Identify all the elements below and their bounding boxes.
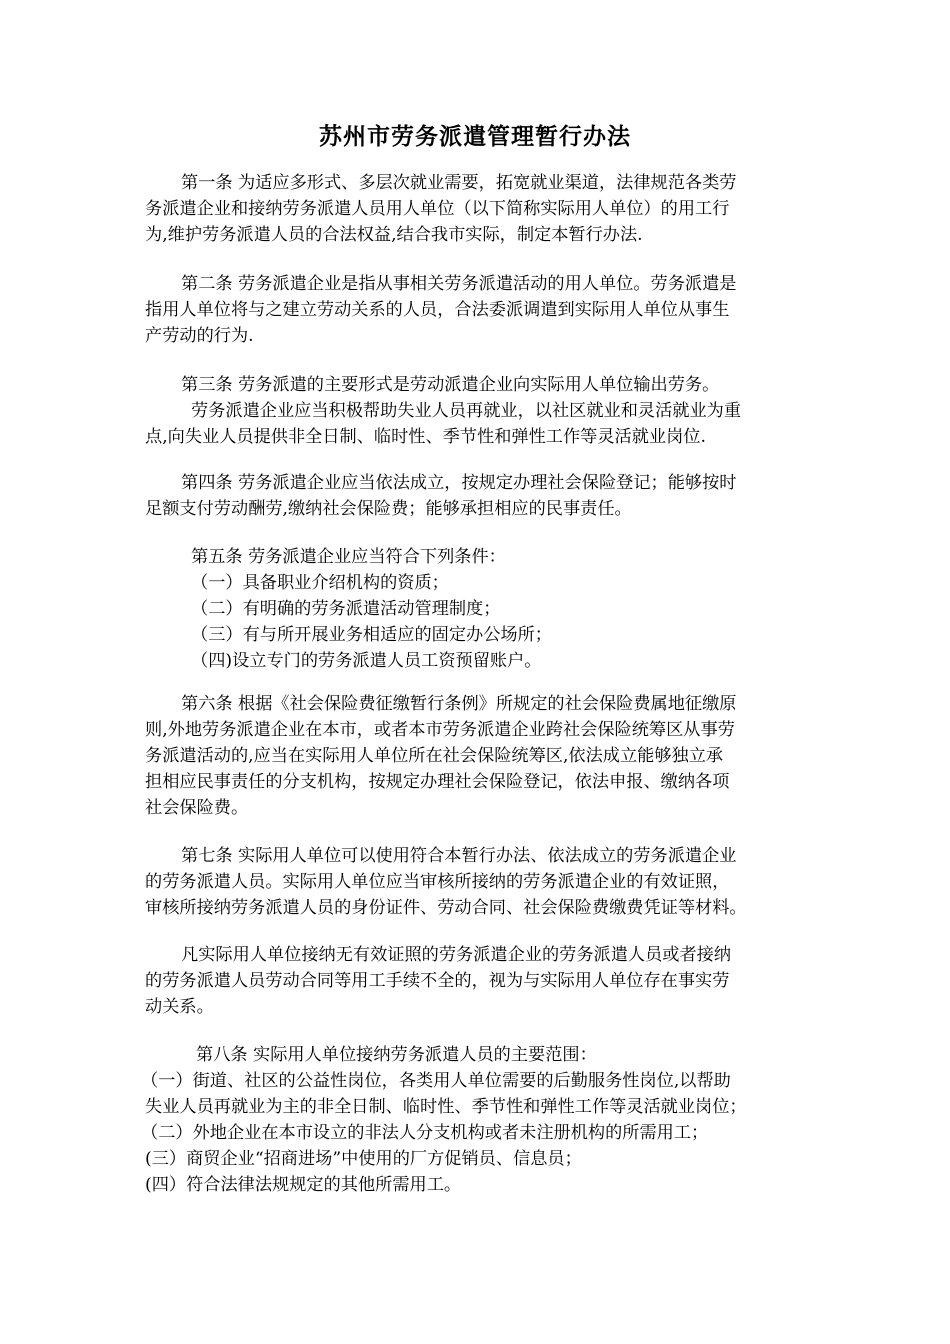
article-list-item: （二）外地企业在本市设立的非法人分支机构或者未注册机构的所需用工； (141, 1123, 709, 1143)
article-line: 第二条 劳务派遣企业是指从事相关劳务派遣活动的用人单位。劳务派遣是 (181, 274, 737, 294)
article-line: 的劳务派遣人员劳动合同等用工手续不全的，视为与实际用人单位存在事实劳 (145, 971, 730, 991)
article-line: 第七条 实际用人单位可以使用符合本暂行办法、依法成立的劳务派遣企业 (181, 846, 737, 866)
article-line: 第一条 为适应多形式、多层次就业需要，拓宽就业渠道，法律规范各类劳 (181, 173, 737, 193)
article-7 (145, 843, 815, 921)
article-line: 的劳务派遣人员。实际用人单位应当审核所接纳的劳务派遣企业的有效证照， (145, 872, 730, 892)
article-list-item: （二）有明确的劳务派遣活动管理制度； (191, 599, 501, 619)
article-list-item: （四)设立专门的劳务派遣人员工资预留账户。 (191, 651, 542, 671)
article-line: 社会保险费。 (145, 798, 249, 818)
article-line: 第四条 劳务派遣企业应当依法成立，按规定办理社会保险登记；能够按时 (181, 473, 737, 493)
article-line: 审核所接纳劳务派遣人员的身份证件、劳动合同、社会保险费缴费凭证等材料。 (145, 898, 747, 918)
article-line: 担相应民事责任的分支机构，按规定办理社会保险登记，依法申报、缴纳各项 (145, 772, 730, 792)
article-6 (145, 691, 815, 821)
article-line: 指用人单位将与之建立劳动关系的人员，合法委派调遣到实际用人单位从事生 (145, 300, 730, 320)
article-line: 第五条 劳务派遣企业应当符合下列条件： (191, 547, 506, 567)
article-8 (141, 1042, 815, 1198)
article-line: 第六条 根据《社会保险费征缴暂行条例》所规定的社会保险费属地征缴原 (181, 694, 737, 714)
article-line: 点,向失业人员提供非全日制、临时性、季节性和弹性工作等灵活就业岗位. (145, 427, 706, 447)
article-5 (145, 544, 815, 674)
article-line: 动关系。 (145, 997, 214, 1017)
article-list-item: (四）符合法律法规规定的其他所需用工。 (145, 1175, 462, 1195)
article-line: 务派遣活动的,应当在实际用人单位所在社会保险统筹区,依法成立能够独立承 (145, 746, 724, 766)
article-line: 务派遣企业和接纳劳务派遣人员用人单位（以下简称实际用人单位）的用工行 (145, 199, 730, 219)
article-list-item: (三）商贸企业“招商进场”中使用的厂方促销员、信息员； (145, 1149, 582, 1169)
article-list-item: （一）街道、社区的公益性岗位，各类用人单位需要的后勤服务性岗位,以帮助 (141, 1071, 731, 1091)
article-line: 足额支付劳动酬劳,缴纳社会保险费；能够承担相应的民事责任。 (145, 499, 632, 519)
article-1 (145, 170, 815, 248)
article-line: 劳务派遣企业应当积极帮助失业人员再就业，以社区就业和灵活就业为重 (191, 401, 742, 421)
article-line: 第三条 劳务派遣的主要形式是劳动派遣企业向实际用人单位输出劳务。 (181, 375, 720, 395)
article-list-item: 失业人员再就业为主的非全日制、临时性、季节性和弹性工作等灵活就业岗位； (145, 1097, 747, 1117)
article-2 (145, 271, 815, 349)
document-title: 苏州市劳务派遣管理暂行办法 (319, 124, 631, 150)
article-3 (145, 372, 815, 450)
article-line: 则,外地劳务派遣企业在本市，或者本市劳务派遣企业跨社会保险统筹区从事劳 (145, 720, 735, 740)
article-line: 产劳动的行为. (145, 326, 254, 346)
article-list-item: （三）有与所开展业务相适应的固定办公场所； (191, 625, 552, 645)
article-line: 凡实际用人单位接纳无有效证照的劳务派遣企业的劳务派遣人员或者接纳 (181, 945, 732, 965)
article-4 (145, 470, 815, 522)
article-7-paragraph (145, 942, 815, 1020)
article-line: 第八条 实际用人单位接纳劳务派遣人员的主要范围： (196, 1045, 597, 1065)
article-list-item: （一）具备职业介绍机构的资质； (191, 573, 449, 593)
article-line: 为,维护劳务派遣人员的合法权益,结合我市实际，制定本暂行办法. (145, 225, 643, 245)
